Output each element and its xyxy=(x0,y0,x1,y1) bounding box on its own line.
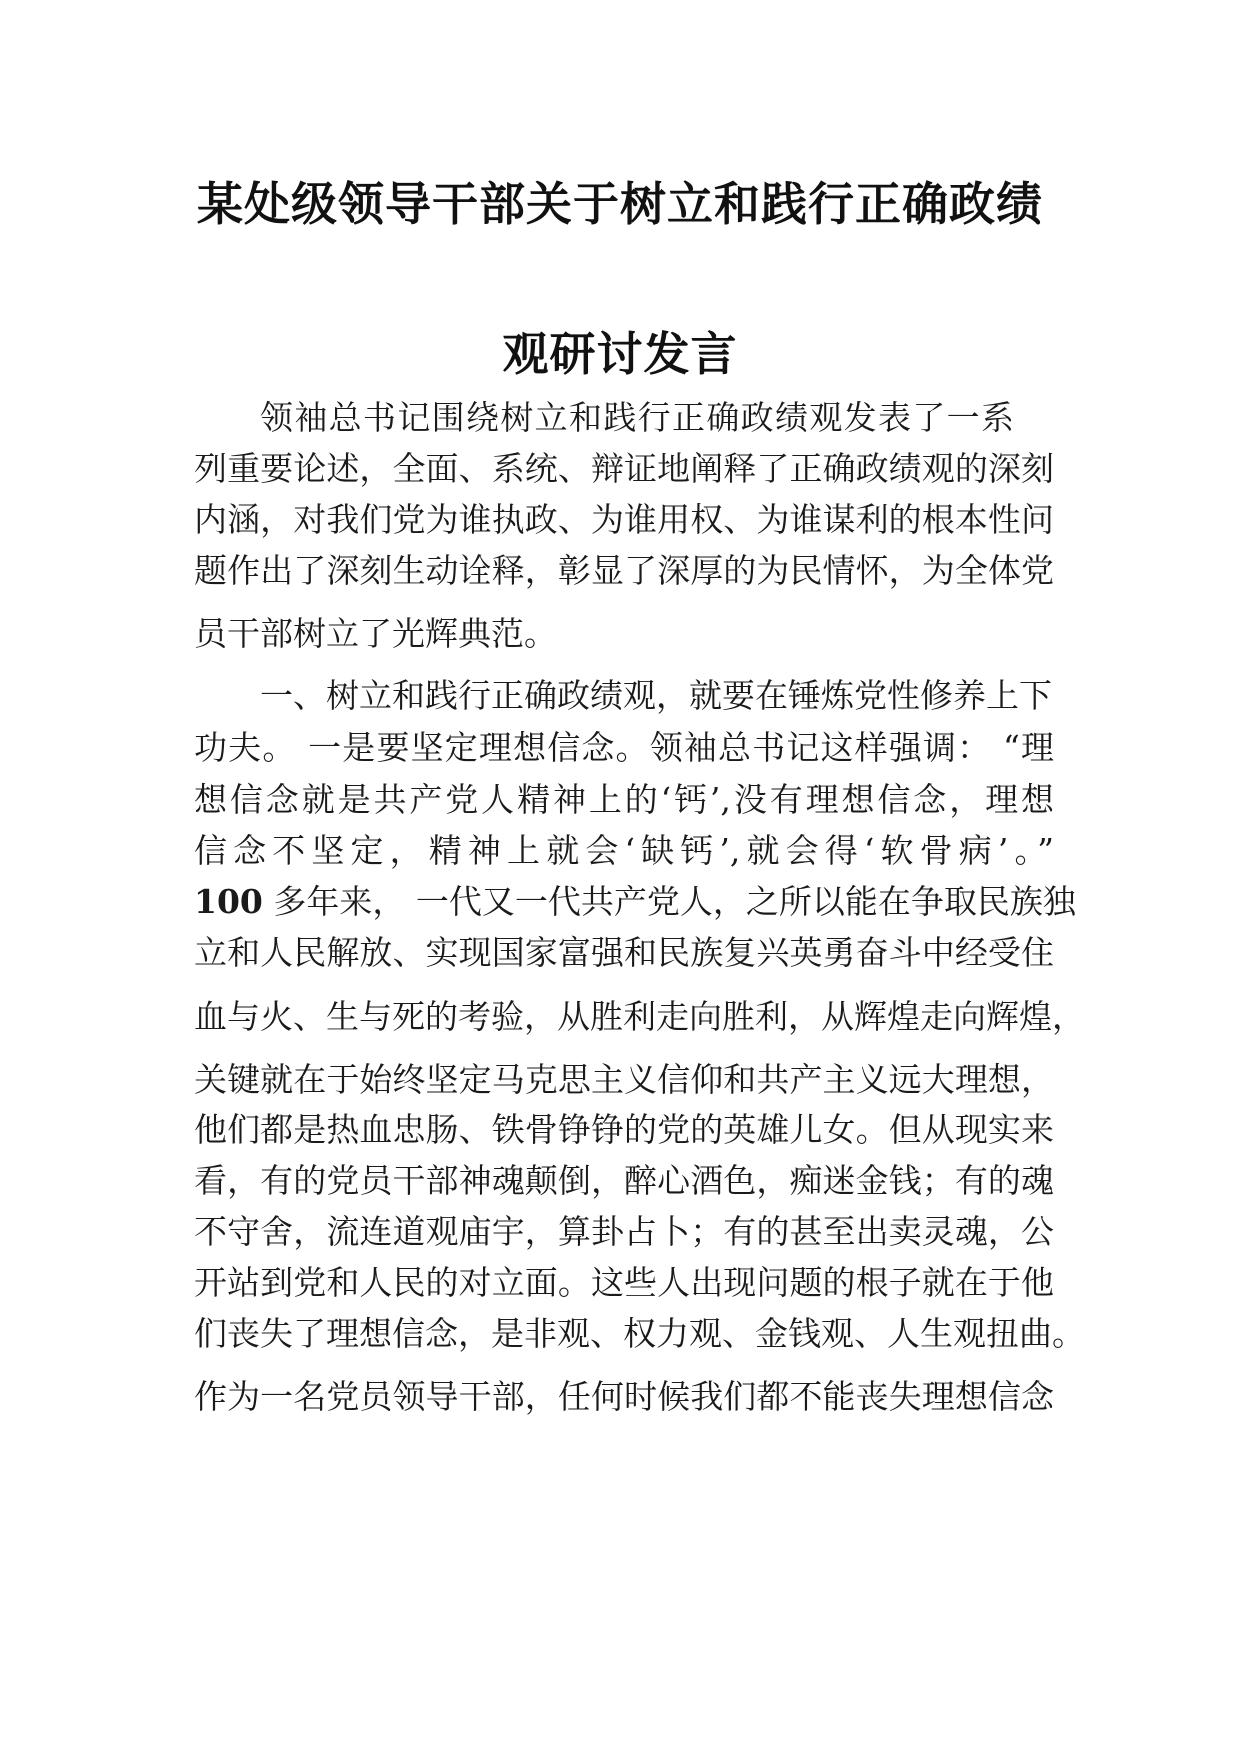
body-line-6: 一、树立和践行正确政绩观，就要在锤炼党性修养上下 xyxy=(260,676,1052,715)
document-title-line-2: 观研讨发言 xyxy=(502,327,738,381)
body-line-12: 血与火、生与死的考验，从胜利走向胜利，从辉煌走向辉煌， xyxy=(194,997,1085,1036)
body-line-10-number: 100 xyxy=(194,882,263,921)
body-line-15: 看，有的党员干部神魂颠倒，醉心酒色，痴迷金钱；有的魂 xyxy=(194,1161,1054,1200)
body-line-8: 想信念就是共产党人精神上的‘钙’,没有理想信念，理想 xyxy=(194,780,1054,819)
body-line-3: 内涵，对我们党为谁执政、为谁用权、为谁谋利的根本性问 xyxy=(194,500,1054,539)
body-line-18: 们丧失了理想信念，是非观、权力观、金钱观、人生观扭曲。 xyxy=(194,1314,1085,1353)
body-line-10-text: 多年来， 一代又一代共产党人，之所以能在争取民族独 xyxy=(273,882,1076,921)
body-line-9: 信念不坚定，精神上就会‘缺钙’,就会得‘软骨病’。” xyxy=(194,831,1054,870)
body-line-16: 不守舍，流连道观庙宇，算卦占卜；有的甚至出卖灵魂，公 xyxy=(194,1212,1054,1251)
body-line-5: 员干部树立了光辉典范。 xyxy=(194,614,557,653)
document-title-line-1: 某处级领导干部关于树立和践行正确政绩 xyxy=(197,177,1043,231)
body-line-2: 列重要论述，全面、系统、辩证地阐释了正确政绩观的深刻 xyxy=(194,449,1054,488)
body-line-17: 开站到党和人民的对立面。这些人出现问题的根子就在于他 xyxy=(194,1263,1054,1302)
body-line-4: 题作出了深刻生动诠释，彰显了深厚的为民情怀，为全体党 xyxy=(194,551,1054,590)
body-line-11: 立和人民解放、实现国家富强和民族复兴英勇奋斗中经受住 xyxy=(194,933,1054,972)
body-line-7: 功夫。 一是要坚定理想信念。领袖总书记这样强调： “理 xyxy=(194,728,1054,767)
body-line-1: 领袖总书记围绕树立和践行正确政绩观发表了一系 xyxy=(260,398,1014,437)
body-line-19: 作为一名党员领导干部，任何时候我们都不能丧失理想信念 xyxy=(194,1377,1054,1416)
body-line-14: 他们都是热血忠肠、铁骨铮铮的党的英雄儿女。但从现实来 xyxy=(194,1110,1054,1149)
body-line-13: 关键就在于始终坚定马克思主义信仰和共产主义远大理想， xyxy=(194,1060,1054,1099)
body-line-10 xyxy=(194,882,1076,922)
